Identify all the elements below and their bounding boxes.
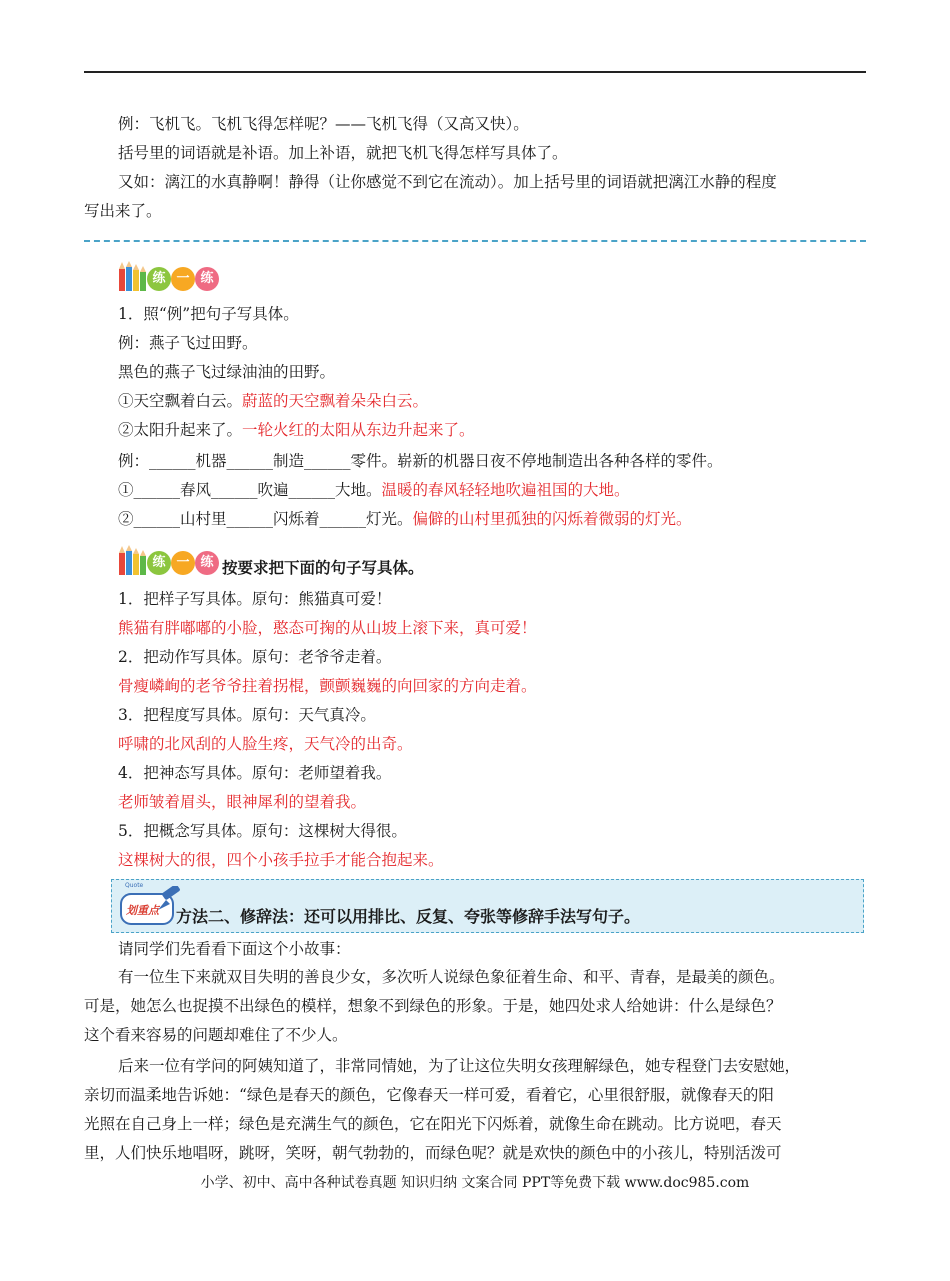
- story-p2-line2: 亲切而温柔地告诉她：“绿色是春天的颜色，它像春天一样可爱，看着它，心里很舒服，就像春天的阳: [84, 1086, 774, 1104]
- practice1-item-1: [118, 390, 428, 412]
- practice2-a3: 呼啸的北风刮的人脸生疼，天气冷的出奇。: [118, 735, 413, 753]
- practice1-item-3: [118, 479, 630, 501]
- item-prompt: ①______春风______吹遍______大地。: [118, 481, 382, 499]
- practice-badge: [117, 261, 221, 293]
- intro-line-1: 例：飞机飞。飞机飞得怎样呢？——飞机飞得（又高又快）。: [118, 115, 529, 133]
- practice1-example-1: 例：燕子飞过田野。: [118, 334, 258, 352]
- practice1-item-4: [118, 508, 692, 530]
- practice2-q1: 1．把样子写具体。原句：熊猫真可爱！: [118, 590, 392, 608]
- item-answer: 蔚蓝的天空飘着朵朵白云。: [242, 392, 429, 410]
- practice2-a5: 这棵树大的很，四个小孩手拉手才能合抱起来。: [118, 851, 444, 869]
- footer-text: 小学、初中、高中各种试卷真题 知识归纳 文案合同 PPT等免费下载 www.doc985.com: [200, 1175, 750, 1191]
- practice1-question: 1．照“例”把句子写具体。: [118, 305, 299, 323]
- practice1-example-3: 例：______机器______制造______零件。崭新的机器日夜不停地制造出各种各样的零件。: [118, 452, 723, 470]
- practice1-item-2: [118, 419, 475, 441]
- practice2-q4: 4．把神态写具体。原句：老师望着我。: [118, 764, 392, 782]
- method-title: 方法二、修辞法：还可以用排比、反复、夸张等修辞手法写句子。: [176, 907, 641, 926]
- item-answer: 温暖的春风轻轻地吹遍祖国的大地。: [381, 481, 630, 499]
- story-p2-line4: 里，人们快乐地唱呀，跳呀，笑呀，朝气勃勃的，而绿色呢？就是欢快的颜色中的小孩儿，特别活泼可: [84, 1144, 782, 1162]
- story-p1-line2: 可是，她怎么也捉摸不出绿色的模样，想象不到绿色的形象。于是，她四处求人给她讲：什么是绿色？: [84, 997, 782, 1015]
- practice2-a4: 老师皱着眉头，眼神犀利的望着我。: [118, 793, 367, 811]
- practice2-q2: 2．把动作写具体。原句：老爷爷走着。: [118, 648, 392, 666]
- badge-char-3: 练: [195, 551, 219, 575]
- badge-char-2: 一: [171, 551, 195, 575]
- intro-line-3-cont: 写出来了。: [84, 202, 162, 220]
- badge-char-1: 练: [147, 267, 171, 291]
- story-p2-line1: 后来一位有学问的阿姨知道了，非常同情她，为了让这位失明女孩理解绿色，她专程登门去安慰她，: [118, 1057, 801, 1075]
- practice2-q5: 5．把概念写具体。原句：这棵树大得很。: [118, 822, 407, 840]
- badge-char-1: 练: [147, 551, 171, 575]
- badge-char-2: 一: [171, 267, 195, 291]
- item-answer: 偏僻的山村里孤独的闪烁着微弱的灯光。: [412, 510, 692, 528]
- pencils-icon: [117, 261, 149, 293]
- practice2-a1: 熊猫有胖嘟嘟的小脸，憨态可掬的从山坡上滚下来，真可爱！: [118, 619, 537, 637]
- story-p1-line3: 这个看来容易的问题却难住了不少人。: [84, 1026, 348, 1044]
- badge-char-3: 练: [195, 267, 219, 291]
- story-p1-line1: 有一位生下来就双目失明的善良少女，多次听人说绿色象征着生命、和平、青春，是最美的颜色。: [118, 968, 785, 986]
- practice2-q3: 3．把程度写具体。原句：天气真冷。: [118, 706, 376, 724]
- pencils-icon: [117, 545, 149, 577]
- practice-badge-2: [117, 545, 221, 577]
- item-prompt: ②太阳升起来了。: [118, 421, 243, 439]
- practice2-title: 按要求把下面的句子写具体。: [222, 559, 424, 577]
- intro-line-3: 又如：漓江的水真静啊！静得（让你感觉不到它在流动）。加上括号里的词语就把漓江水静的程度: [118, 173, 777, 191]
- key-point-label: 划重点: [126, 904, 159, 917]
- practice1-example-2: 黑色的燕子飞过绿油油的田野。: [118, 363, 336, 381]
- header-rule: [84, 71, 866, 73]
- intro-line-2: 括号里的词语就是补语。加上补语，就把飞机飞得怎样写具体了。: [118, 144, 568, 162]
- story-intro: 请同学们先看看下面这个小故事：: [118, 940, 351, 958]
- item-answer: 一轮火红的太阳从东边升起来了。: [242, 421, 475, 439]
- quote-tag: Quote: [125, 882, 144, 889]
- item-prompt: ②______山村里______闪烁着______灯光。: [118, 510, 413, 528]
- practice2-a2: 骨瘦嶙峋的老爷爷拄着拐棍，颤颤巍巍的向回家的方向走着。: [118, 677, 537, 695]
- story-p2-line3: 光照在自己身上一样；绿色是充满生气的颜色，它在阳光下闪烁着，就像生命在跳动。比方说吧，春天: [84, 1115, 782, 1133]
- item-prompt: ①天空飘着白云。: [118, 392, 243, 410]
- method-callout: [111, 879, 864, 933]
- section-divider: [84, 240, 866, 242]
